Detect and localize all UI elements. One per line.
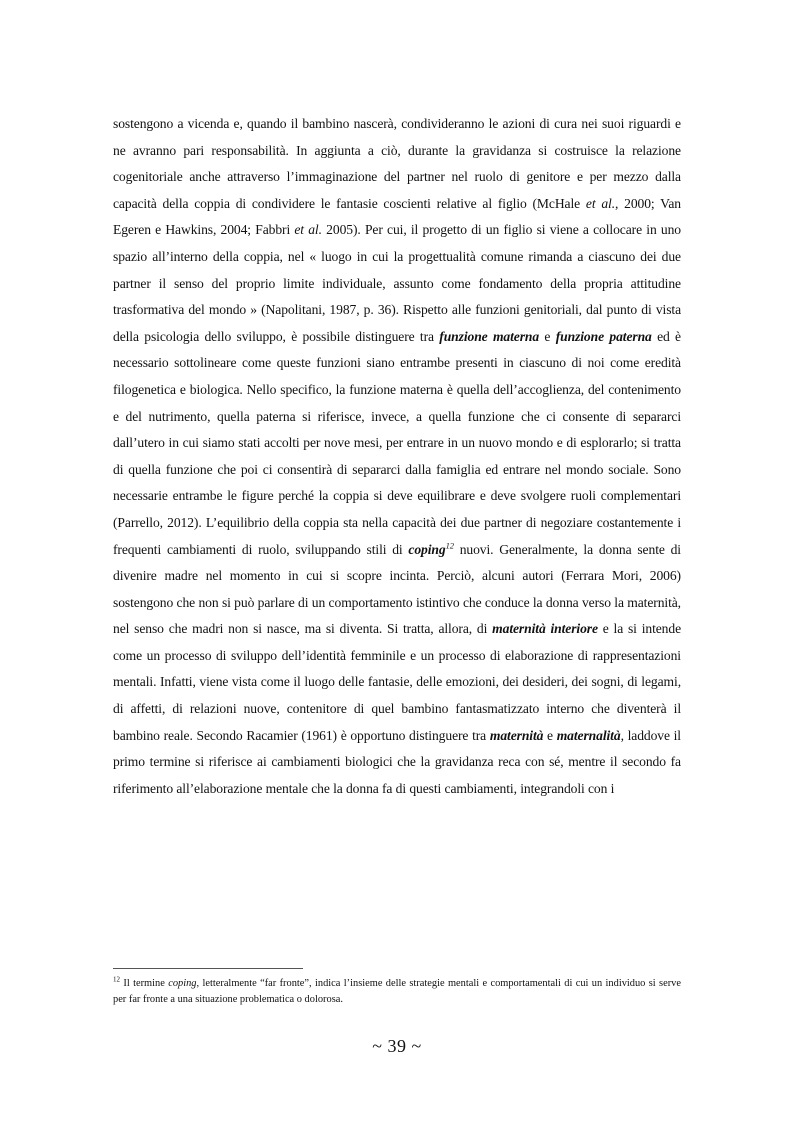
term-maternita-interiore: maternità interiore: [492, 621, 598, 637]
citation-et-al: et al.: [294, 222, 322, 238]
footnote-text: Il termine: [120, 978, 169, 989]
footnote-reference[interactable]: 12: [445, 539, 454, 550]
text-run: e: [539, 328, 556, 344]
footnote-text: , letteralmente “far fronte”, indica l’insieme delle strategie mentali e comportamentali di cui un individuo si serve per far fronte a una situazione problematica o dolorosa.: [113, 978, 681, 1005]
term-coping: coping: [408, 541, 446, 557]
text-run: 2005). Per cui, il progetto di un figlio si viene a collocare in uno spazio all’interno della coppia, nel « luogo in cui la progettualità comune rimanda a ciascuno dei due partner il senso del proprio limite individuale, assunto come fondamento della propria attitudine trasformativa del mondo » (Napolitani, 1987, p. 36). Rispetto alle funzioni genitoriali, dal punto di vista della psicologia dello sviluppo, è possibile distinguere tra: [113, 222, 681, 344]
text-run: ed è necessario sottolineare come queste funzioni siano entrambe presenti in ciascuno di noi come eredità filogenetica e biologica. Nello specifico, la funzione materna è quella dell’accoglienza, del contenimento e del nutrimento, quella paterna si riferisce, invece, a quella funzione che ci consente di separarci dall’utero in cui siamo stati accolti per nove mesi, per entrare in un nuovo mondo e di esplorarlo; si tratta di quella funzione che poi ci consentirà di separarci dalla famiglia ed entrare nel mondo sociale. Sono necessarie entrambe le figure perché la coppia si deve equilibrare e deve svolgere ruoli complementari (Parrello, 2012). L’equilibrio della coppia sta nella capacità dei due partner di negoziare costantemente i frequenti cambiamenti di ruolo, sviluppando stili di: [113, 328, 681, 557]
footnote: [113, 976, 681, 1008]
text-run: nuovi. Generalmente, la donna sente di divenire madre nel momento in cui si scopre incinta. Perciò, alcuni autori (Ferrara Mori, 2006) sostengono che non si può parlare di un comportamento istintivo che conduce la donna verso la maternità, nel senso che madri non si nasce, ma si diventa. Si tratta, allora, di: [113, 541, 681, 637]
citation-et-al: et al.: [585, 195, 616, 211]
term-maternita: maternità: [489, 727, 544, 743]
term-funzione-materna: funzione materna: [439, 328, 540, 344]
term-funzione-paterna: funzione paterna: [555, 328, 652, 344]
term-maternalita: maternalità: [556, 727, 621, 743]
footnote-separator: [113, 968, 303, 969]
footnote-number: 12: [113, 975, 120, 984]
text-run: e: [543, 727, 557, 743]
page-number: ~ 39 ~: [372, 1036, 422, 1056]
text-run: sostengono a vicenda e, quando il bambino nascerà, condivideranno le azioni di cura nei suoi riguardi e ne avranno pari responsabilità. In aggiunta a ciò, durante la gravidanza si costruisce la relazione cogenitoriale anche attraverso l’immaginazione del partner nel ruolo di genitore e per mezzo dalla capacità della coppia di condividere le fantasie coscienti relative al figlio (McHale: [113, 116, 681, 211]
text-run: e la si intende come un processo di sviluppo dell’identità femminile e un processo di elaborazione di rappresentazioni mentali. Infatti, viene vista come il luogo delle fantasie, delle emozioni, dei desideri, dei sogni, di legami, di affetti, di relazioni nuove, contenitore di quel bambino fantasmatizzato interno che diventerà il bambino reale. Secondo Racamier (1961) è opportuno distinguere tra: [113, 621, 682, 743]
body-paragraph: [113, 111, 681, 802]
paragraph: [113, 111, 681, 802]
footnote-term-coping: coping: [168, 978, 197, 989]
text-run: , laddove il primo termine si riferisce ai cambiamenti biologici che la gravidanza reca con sé, mentre il secondo fa riferimento all’elaborazione mentale che la donna fa di questi cambiamenti, integrandoli con i: [113, 727, 681, 796]
text-run: , 2000; Van Egeren e Hawkins, 2004; Fabbri: [113, 195, 681, 238]
